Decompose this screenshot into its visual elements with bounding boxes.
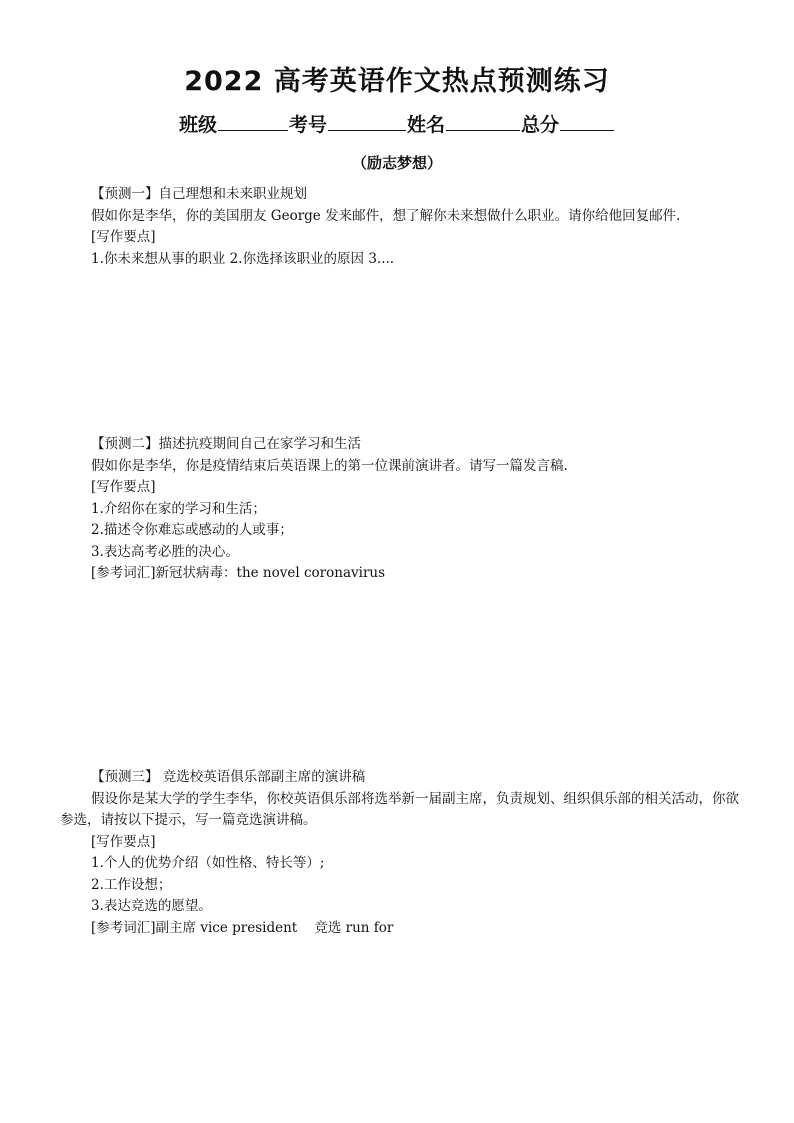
score-label: 总分 <box>521 114 560 136</box>
reference-vocab: [参考词汇]副主席 vice president 竞选 run for <box>91 919 394 936</box>
points-label: [写作要点] <box>91 229 156 245</box>
page-subtitle: （励志梦想） <box>351 154 442 172</box>
points-label: [写作要点] <box>91 479 156 495</box>
point-item: 1.介绍你在家的学习和生活； <box>91 500 266 517</box>
point-item: 2.工作设想； <box>91 876 172 893</box>
section-prediction-3 <box>60 767 750 939</box>
point-item: 2.描述令你难忘或感动的人或事； <box>91 522 293 538</box>
name-blank[interactable] <box>446 114 520 131</box>
point-item: 1.你未来想从事的职业 2.你选择该职业的原因 3.... <box>91 250 395 267</box>
point-item: 1.个人的优势介绍（如性格、特长等）; <box>91 855 325 871</box>
point-item: 3.表达竞选的愿望。 <box>91 898 212 914</box>
page-title: 2022 高考英语作文热点预测练习 <box>184 66 610 97</box>
section-prediction-1 <box>60 184 750 270</box>
section-heading: 【预测一】自己理想和未来职业规划 <box>91 186 307 202</box>
section-prediction-2 <box>60 434 750 585</box>
score-blank[interactable] <box>560 114 614 131</box>
section-prompt: 假设你是某大学的学生李华，你校英语俱乐部将选举新一届副主席，负责规划、组织俱乐部的相关活动，你欲参选，请按以下提示，写一篇竞选演讲稿。 <box>60 790 739 828</box>
class-label: 班级 <box>178 114 217 136</box>
section-heading: 【预测二】描述抗疫期间自己在家学习和生活 <box>91 436 361 452</box>
student-info-line <box>0 111 794 139</box>
section-heading: 【预测三】 竞选校英语俱乐部副主席的演讲稿 <box>91 769 366 785</box>
section-prompt: 假如你是李华，你的美国朋友 George 发来邮件，想了解你未来想做什么职业。请你给他回复邮件. <box>91 207 681 224</box>
point-item: 3.表达高考必胜的决心。 <box>91 543 239 560</box>
reference-vocab: [参考词汇]新冠状病毒：the novel coronavirus <box>91 565 386 581</box>
class-blank[interactable] <box>218 114 288 131</box>
exam-no-blank[interactable] <box>328 114 406 131</box>
exam-no-label: 考号 <box>288 114 327 136</box>
points-label: [写作要点] <box>91 833 156 850</box>
section-prompt: 假如你是李华，你是疫情结束后英语课上的第一位课前演讲者。请写一篇发言稿. <box>91 457 568 474</box>
name-label: 姓名 <box>407 114 446 136</box>
